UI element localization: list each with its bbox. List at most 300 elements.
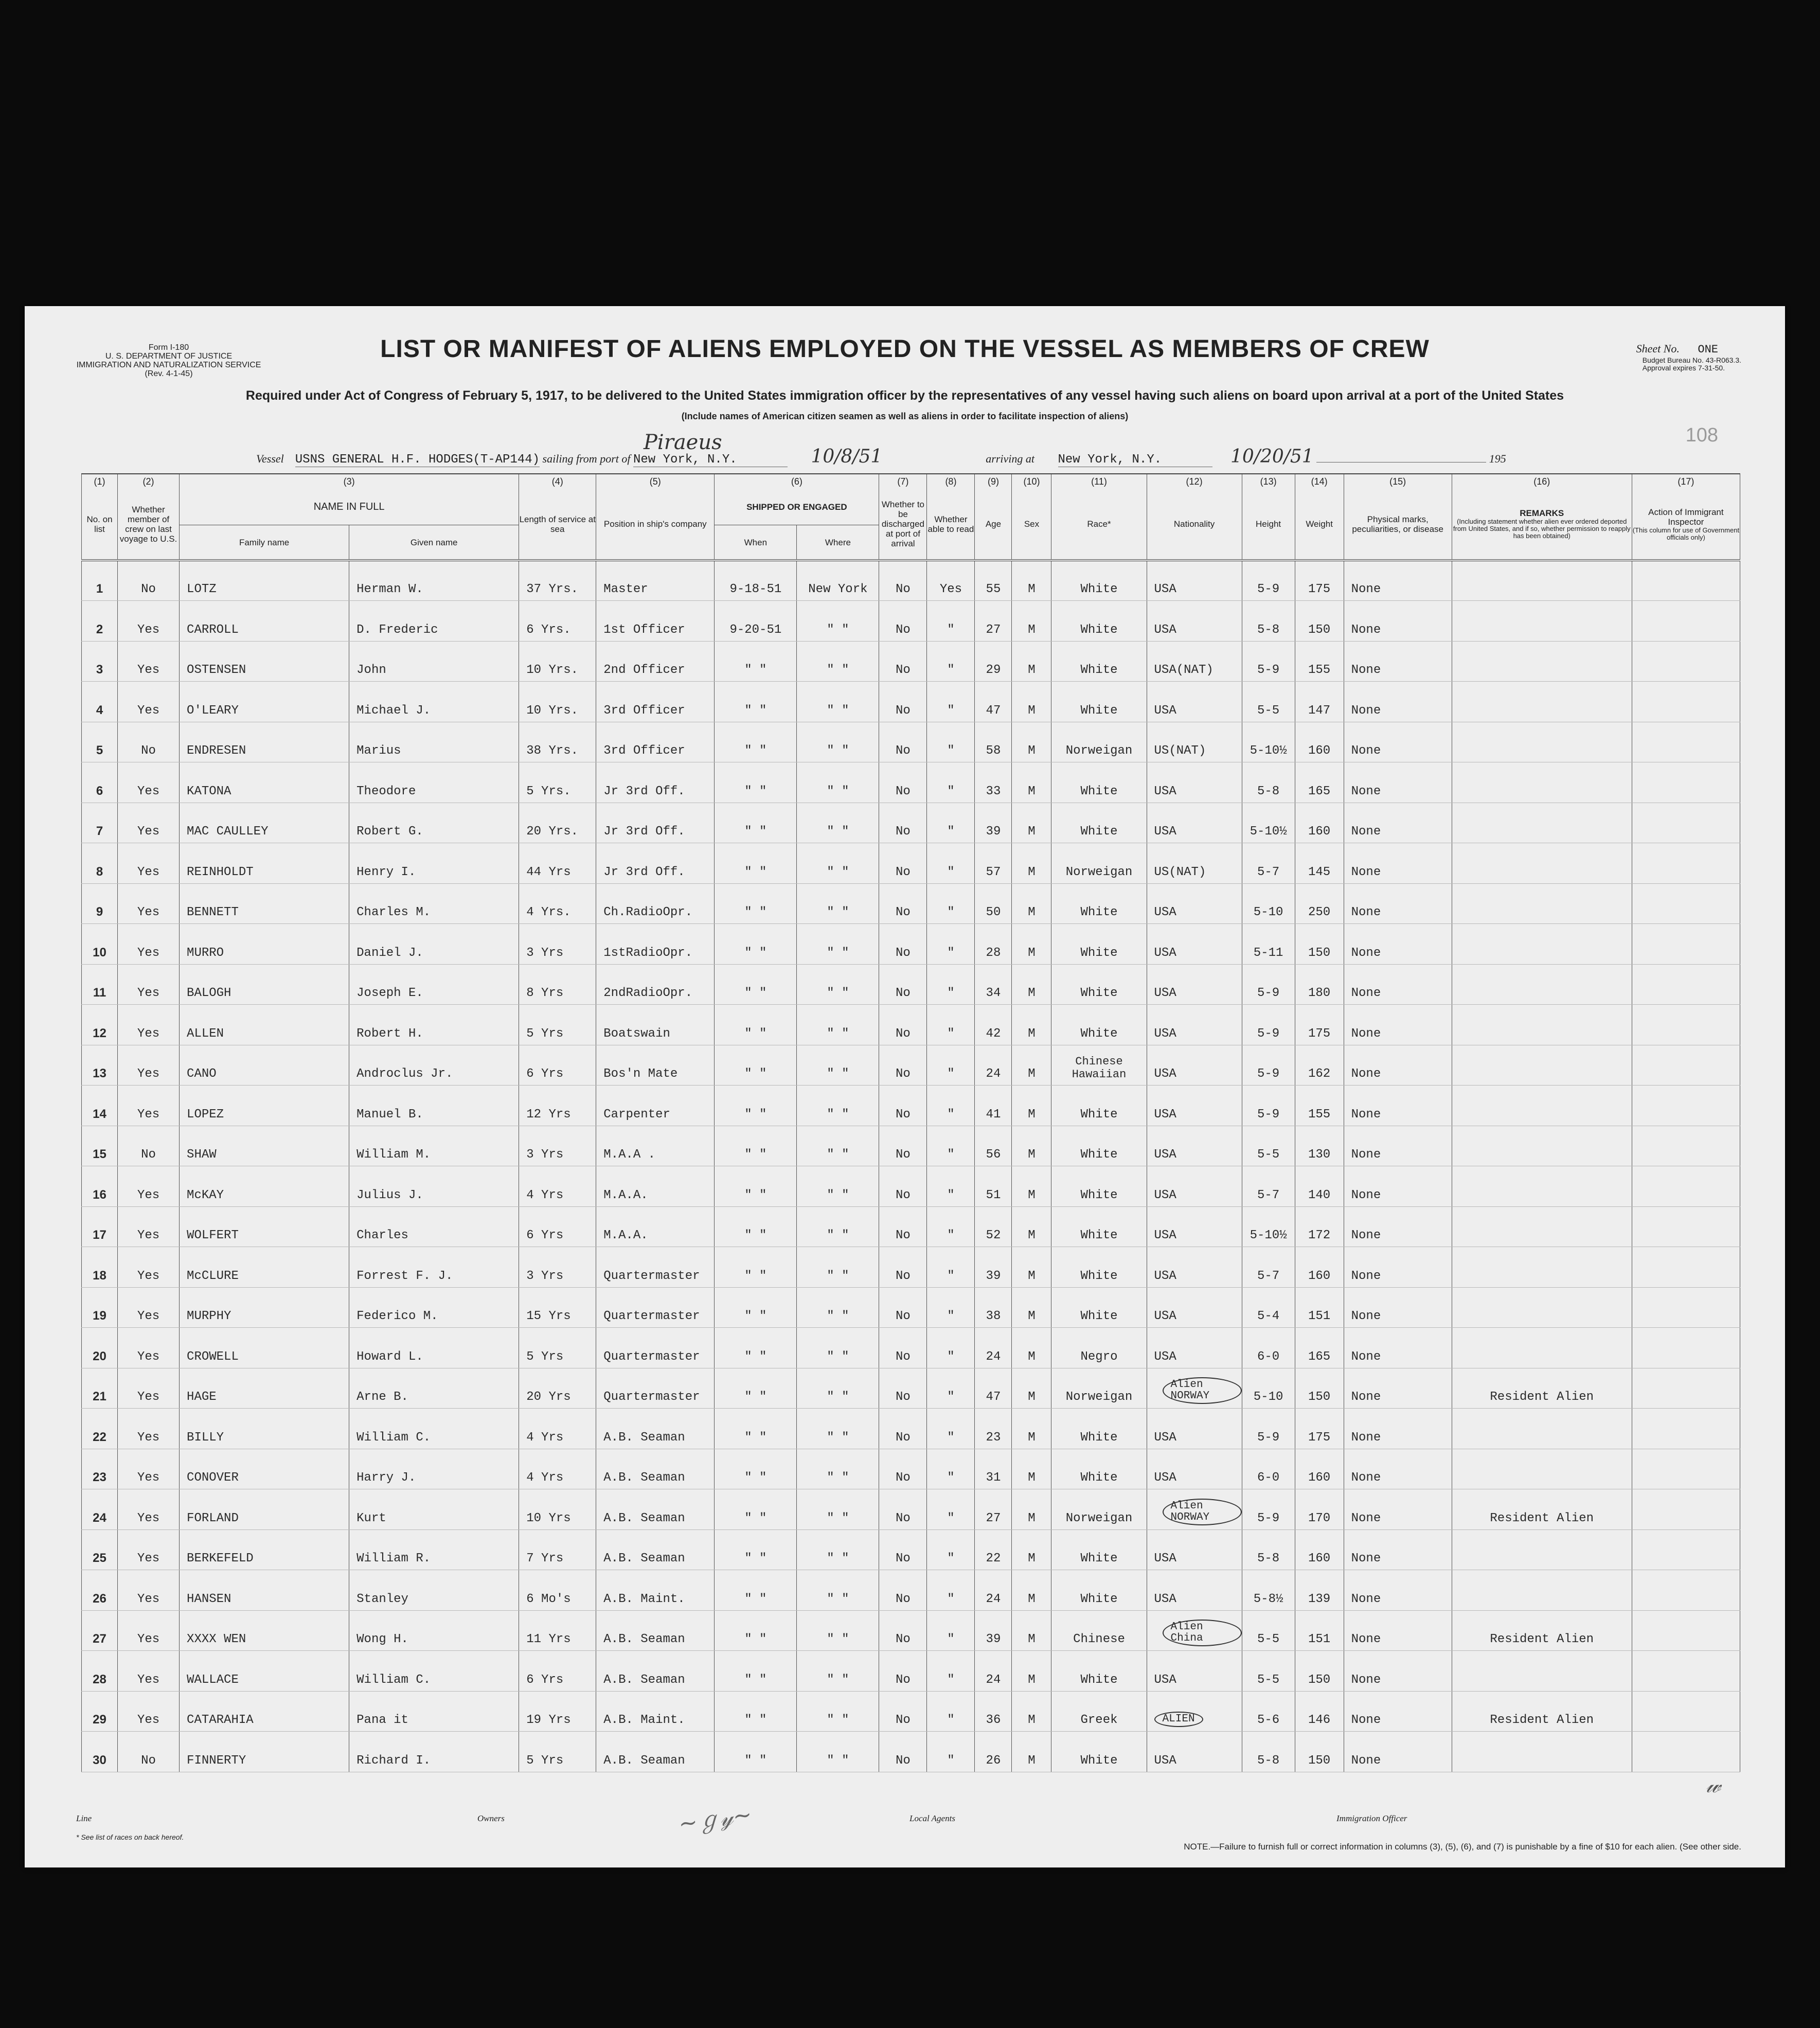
shipped-where: " "	[797, 1287, 879, 1328]
family-name: MURRO	[180, 924, 349, 965]
age: 36	[975, 1691, 1012, 1732]
row-number: 24	[82, 1489, 118, 1530]
inspector-action	[1632, 803, 1740, 843]
length-service: 20 Yrs	[519, 1368, 596, 1409]
remarks	[1452, 1449, 1632, 1489]
sex: M	[1012, 803, 1051, 843]
height: 5-8	[1242, 762, 1295, 803]
able-to-read: "	[927, 1206, 975, 1247]
inspector-action	[1632, 843, 1740, 884]
height: 5-8	[1242, 601, 1295, 642]
footer-line-label: Line	[76, 1813, 92, 1823]
col-num: (4)	[519, 474, 596, 489]
physical-marks: None	[1344, 641, 1452, 682]
row-number: 8	[82, 843, 118, 884]
inspector-action	[1632, 1732, 1740, 1772]
nationality: USA	[1147, 1206, 1242, 1247]
age: 39	[975, 1247, 1012, 1288]
header-length-service: Length of service at sea	[519, 489, 596, 560]
crew-rows	[82, 560, 1740, 1772]
race: White	[1051, 1732, 1147, 1772]
weight: 140	[1295, 1166, 1344, 1207]
age: 50	[975, 883, 1012, 924]
sheet-number-value: ONE	[1698, 343, 1718, 356]
length-service: 38 Yrs.	[519, 722, 596, 762]
shipped-where: " "	[797, 682, 879, 722]
inspector-action	[1632, 1126, 1740, 1166]
height: 5-8	[1242, 1732, 1295, 1772]
arriving-at: New York, N.Y.	[1058, 453, 1212, 467]
table-row	[82, 1005, 1740, 1045]
row-number: 18	[82, 1247, 118, 1288]
shipped-where: " "	[797, 843, 879, 884]
length-service: 8 Yrs	[519, 964, 596, 1005]
inspector-action	[1632, 1328, 1740, 1368]
last-voyage: Yes	[118, 1610, 180, 1651]
position: M.A.A .	[596, 1126, 715, 1166]
form-subnote: (Include names of American citizen seamen as well as aliens in order to facilitate inspection of aliens)	[681, 411, 1129, 421]
remarks	[1452, 682, 1632, 722]
weight: 147	[1295, 682, 1344, 722]
length-service: 4 Yrs.	[519, 883, 596, 924]
footer-owners-label: Owners	[477, 1813, 505, 1823]
table-row	[82, 883, 1740, 924]
age: 24	[975, 1651, 1012, 1692]
race: White	[1051, 1529, 1147, 1570]
family-name: HAGE	[180, 1368, 349, 1409]
race-footnote: * See list of races on back hereof.	[76, 1833, 184, 1841]
length-service: 4 Yrs	[519, 1449, 596, 1489]
weight: 139	[1295, 1570, 1344, 1611]
able-to-read: "	[927, 803, 975, 843]
shipped-where: " "	[797, 1529, 879, 1570]
able-to-read: "	[927, 1368, 975, 1409]
nationality: USA	[1147, 560, 1242, 601]
discharged: No	[879, 1126, 927, 1166]
given-name: Michael J.	[349, 682, 519, 722]
inspector-action	[1632, 1691, 1740, 1732]
nationality: US(NAT)	[1147, 722, 1242, 762]
race: Negro	[1051, 1328, 1147, 1368]
remarks	[1452, 762, 1632, 803]
row-number: 6	[82, 762, 118, 803]
shipped-when: " "	[715, 1086, 797, 1126]
col-num: (15)	[1344, 474, 1452, 489]
remarks	[1452, 883, 1632, 924]
length-service: 15 Yrs	[519, 1287, 596, 1328]
age: 47	[975, 682, 1012, 722]
discharged: No	[879, 1732, 927, 1772]
last-voyage: Yes	[118, 1529, 180, 1570]
shipped-when: " "	[715, 722, 797, 762]
length-service: 3 Yrs	[519, 924, 596, 965]
header-when: When	[715, 525, 797, 561]
age: 22	[975, 1529, 1012, 1570]
physical-marks: None	[1344, 803, 1452, 843]
nationality: USA(NAT)	[1147, 641, 1242, 682]
row-number: 28	[82, 1651, 118, 1692]
able-to-read: "	[927, 1570, 975, 1611]
row-number: 13	[82, 1045, 118, 1086]
position: A.B. Maint.	[596, 1570, 715, 1611]
last-voyage: Yes	[118, 1489, 180, 1530]
table-row	[82, 641, 1740, 682]
given-name: Harry J.	[349, 1449, 519, 1489]
col-num: (8)	[927, 474, 975, 489]
sex: M	[1012, 560, 1051, 601]
row-number: 4	[82, 682, 118, 722]
nationality: USA	[1147, 1651, 1242, 1692]
nationality	[1147, 1691, 1242, 1732]
inspector-action	[1632, 682, 1740, 722]
shipped-when: " "	[715, 803, 797, 843]
position: Quartermaster	[596, 1328, 715, 1368]
sex: M	[1012, 843, 1051, 884]
height: 5-8½	[1242, 1570, 1295, 1611]
table-row	[82, 1570, 1740, 1611]
able-to-read: "	[927, 762, 975, 803]
shipped-where: " "	[797, 1166, 879, 1207]
last-voyage: Yes	[118, 1409, 180, 1449]
header-given-name: Given name	[349, 525, 519, 561]
shipped-where: " "	[797, 1206, 879, 1247]
footer-agents-label: Local Agents	[909, 1813, 955, 1823]
family-name: SHAW	[180, 1126, 349, 1166]
weight: 155	[1295, 1086, 1344, 1126]
remarks	[1452, 1409, 1632, 1449]
row-number: 11	[82, 964, 118, 1005]
footer-signature-line	[76, 1813, 1619, 1826]
inspector-action	[1632, 924, 1740, 965]
given-name: Joseph E.	[349, 964, 519, 1005]
age: 42	[975, 1005, 1012, 1045]
sex: M	[1012, 1287, 1051, 1328]
inspector-action	[1632, 1166, 1740, 1207]
family-name: McKAY	[180, 1166, 349, 1207]
able-to-read: "	[927, 964, 975, 1005]
col-num: (13)	[1242, 474, 1295, 489]
weight: 160	[1295, 1247, 1344, 1288]
age: 52	[975, 1206, 1012, 1247]
nationality: USA	[1147, 682, 1242, 722]
discharged: No	[879, 641, 927, 682]
last-voyage: Yes	[118, 964, 180, 1005]
family-name: CANO	[180, 1045, 349, 1086]
remarks	[1452, 1570, 1632, 1611]
sex: M	[1012, 1166, 1051, 1207]
height: 5-5	[1242, 1610, 1295, 1651]
sex: M	[1012, 1126, 1051, 1166]
sex: M	[1012, 883, 1051, 924]
race: Greek	[1051, 1691, 1147, 1732]
length-service: 7 Yrs	[519, 1529, 596, 1570]
given-name: Daniel J.	[349, 924, 519, 965]
height: 5-6	[1242, 1691, 1295, 1732]
weight: 175	[1295, 560, 1344, 601]
header-last-voyage: Whether member of crew on last voyage to U.S.	[118, 489, 180, 560]
approval-line: Approval expires 7-31-50.	[1642, 364, 1725, 372]
circled-alien-mark: ALIEN	[1154, 1712, 1203, 1727]
header-row	[82, 489, 1740, 525]
discharged: No	[879, 1247, 927, 1288]
length-service: 5 Yrs	[519, 1732, 596, 1772]
shipped-when: " "	[715, 924, 797, 965]
discharged: No	[879, 762, 927, 803]
weight: 145	[1295, 843, 1344, 884]
sex: M	[1012, 641, 1051, 682]
vessel-label: Vessel	[256, 452, 284, 465]
sex: M	[1012, 1005, 1051, 1045]
table-row	[82, 1732, 1740, 1772]
shipped-where: " "	[797, 1732, 879, 1772]
shipped-where: " "	[797, 1489, 879, 1530]
row-number: 10	[82, 924, 118, 965]
remarks	[1452, 843, 1632, 884]
position: A.B. Seaman	[596, 1651, 715, 1692]
shipped-when: " "	[715, 1247, 797, 1288]
row-number: 27	[82, 1610, 118, 1651]
position: Jr 3rd Off.	[596, 803, 715, 843]
position: Quartermaster	[596, 1247, 715, 1288]
able-to-read: "	[927, 1610, 975, 1651]
given-name: D. Frederic	[349, 601, 519, 642]
table-row	[82, 1086, 1740, 1126]
row-number: 7	[82, 803, 118, 843]
action-subtitle: (This column for use of Government officials only)	[1632, 526, 1740, 541]
sex: M	[1012, 924, 1051, 965]
year-suffix: 195	[1489, 452, 1506, 465]
weight: 170	[1295, 1489, 1344, 1530]
nationality: USA	[1147, 924, 1242, 965]
height: 5-9	[1242, 1409, 1295, 1449]
position: 1st Officer	[596, 601, 715, 642]
length-service: 6 Mo's	[519, 1570, 596, 1611]
remarks: Resident Alien	[1452, 1691, 1632, 1732]
header-no: No. on list	[82, 489, 118, 560]
vessel-line	[256, 431, 1506, 467]
shipped-where: " "	[797, 1126, 879, 1166]
able-to-read: "	[927, 1287, 975, 1328]
remarks	[1452, 601, 1632, 642]
inspector-action	[1632, 883, 1740, 924]
stamp-number: 108	[1685, 424, 1718, 446]
physical-marks: None	[1344, 1166, 1452, 1207]
height: 5-10	[1242, 883, 1295, 924]
inspector-action	[1632, 1086, 1740, 1126]
row-number: 14	[82, 1086, 118, 1126]
height: 6-0	[1242, 1328, 1295, 1368]
physical-marks: None	[1344, 1570, 1452, 1611]
height: 5-4	[1242, 1287, 1295, 1328]
nationality	[1147, 1610, 1242, 1651]
shipped-where: " "	[797, 1086, 879, 1126]
sex: M	[1012, 1328, 1051, 1368]
remarks	[1452, 1732, 1632, 1772]
weight: 160	[1295, 722, 1344, 762]
position: Master	[596, 560, 715, 601]
last-voyage: Yes	[118, 1449, 180, 1489]
family-name: CONOVER	[180, 1449, 349, 1489]
given-name: Forrest F. J.	[349, 1247, 519, 1288]
physical-marks: None	[1344, 1086, 1452, 1126]
length-service: 4 Yrs	[519, 1409, 596, 1449]
family-name: WOLFERT	[180, 1206, 349, 1247]
physical-marks: None	[1344, 1610, 1452, 1651]
last-voyage: Yes	[118, 1691, 180, 1732]
physical-marks: None	[1344, 1328, 1452, 1368]
able-to-read: Yes	[927, 560, 975, 601]
table-row	[82, 762, 1740, 803]
nationality: USA	[1147, 1247, 1242, 1288]
table-row	[82, 1691, 1740, 1732]
physical-marks: None	[1344, 924, 1452, 965]
nationality: USA	[1147, 1570, 1242, 1611]
family-name: FINNERTY	[180, 1732, 349, 1772]
race: Norweigan	[1051, 1368, 1147, 1409]
inspector-action	[1632, 1529, 1740, 1570]
last-voyage: No	[118, 1126, 180, 1166]
given-name: William C.	[349, 1409, 519, 1449]
last-voyage: Yes	[118, 924, 180, 965]
sex: M	[1012, 1206, 1051, 1247]
last-voyage: Yes	[118, 1287, 180, 1328]
table-row	[82, 1206, 1740, 1247]
table-row	[82, 722, 1740, 762]
action-title: Action of Immigrant Inspector	[1648, 507, 1724, 527]
row-number: 30	[82, 1732, 118, 1772]
family-name: BALOGH	[180, 964, 349, 1005]
length-service: 6 Yrs.	[519, 601, 596, 642]
sex: M	[1012, 682, 1051, 722]
able-to-read: "	[927, 924, 975, 965]
nationality: USA	[1147, 1126, 1242, 1166]
nationality: USA	[1147, 1287, 1242, 1328]
row-number: 5	[82, 722, 118, 762]
table-row	[82, 964, 1740, 1005]
weight: 150	[1295, 1732, 1344, 1772]
penalty-note: NOTE.—Failure to furnish full or correct information in columns (3), (5), (6), and (7) is punishable by a fine of $10 for each alien. (See other side.	[1184, 1842, 1741, 1852]
shipped-when: " "	[715, 1166, 797, 1207]
remarks-title: REMARKS	[1520, 508, 1564, 518]
shipped-when: 9-18-51	[715, 560, 797, 601]
last-voyage: Yes	[118, 1005, 180, 1045]
discharged: No	[879, 1166, 927, 1207]
weight: 146	[1295, 1691, 1344, 1732]
vessel-name: USNS GENERAL H.F. HODGES(T-AP144)	[295, 453, 540, 467]
shipped-where: " "	[797, 762, 879, 803]
race: White	[1051, 924, 1147, 965]
weight: 165	[1295, 1328, 1344, 1368]
weight: 160	[1295, 1529, 1344, 1570]
last-voyage: Yes	[118, 601, 180, 642]
position: Jr 3rd Off.	[596, 762, 715, 803]
remarks	[1452, 1287, 1632, 1328]
inspector-action	[1632, 1287, 1740, 1328]
header-action	[1632, 489, 1740, 560]
age: 58	[975, 722, 1012, 762]
age: 55	[975, 560, 1012, 601]
inspector-action	[1632, 601, 1740, 642]
last-voyage: Yes	[118, 1328, 180, 1368]
family-name: LOTZ	[180, 560, 349, 601]
sailing-label: sailing from port of	[542, 452, 631, 465]
sex: M	[1012, 1529, 1051, 1570]
handwritten-arrival-date: 10/20/51	[1230, 446, 1314, 467]
shipped-where: " "	[797, 601, 879, 642]
department-name: U. S. DEPARTMENT OF JUSTICE	[105, 352, 233, 361]
arriving-label: arriving at	[986, 452, 1034, 465]
shipped-when: " "	[715, 1529, 797, 1570]
length-service: 5 Yrs	[519, 1328, 596, 1368]
shipped-when: " "	[715, 1206, 797, 1247]
family-name: KATONA	[180, 762, 349, 803]
handwritten-initial: 𝓌	[1706, 1772, 1721, 1798]
remarks	[1452, 722, 1632, 762]
shipped-when: " "	[715, 1368, 797, 1409]
shipped-when: " "	[715, 1126, 797, 1166]
sheet-number-label: Sheet No.	[1636, 342, 1680, 355]
remarks	[1452, 1045, 1632, 1086]
age: 57	[975, 843, 1012, 884]
shipped-where: " "	[797, 883, 879, 924]
discharged: No	[879, 1691, 927, 1732]
age: 38	[975, 1287, 1012, 1328]
sex: M	[1012, 1086, 1051, 1126]
height: 5-9	[1242, 1489, 1295, 1530]
nationality: USA	[1147, 1045, 1242, 1086]
given-name: Richard I.	[349, 1732, 519, 1772]
last-voyage: Yes	[118, 682, 180, 722]
nationality: US(NAT)	[1147, 843, 1242, 884]
row-number: 3	[82, 641, 118, 682]
able-to-read: "	[927, 1328, 975, 1368]
shipped-where: " "	[797, 1247, 879, 1288]
discharged: No	[879, 1651, 927, 1692]
height: 5-11	[1242, 924, 1295, 965]
physical-marks: None	[1344, 1005, 1452, 1045]
column-number-row	[82, 474, 1740, 489]
discharged: No	[879, 1005, 927, 1045]
shipped-where: " "	[797, 1328, 879, 1368]
last-voyage: Yes	[118, 762, 180, 803]
discharged: No	[879, 1489, 927, 1530]
shipped-when: " "	[715, 1732, 797, 1772]
given-name: Androclus Jr.	[349, 1045, 519, 1086]
shipped-where: " "	[797, 964, 879, 1005]
remarks	[1452, 1126, 1632, 1166]
table-row	[82, 1328, 1740, 1368]
row-number: 21	[82, 1368, 118, 1409]
position: 3rd Officer	[596, 682, 715, 722]
weight: 165	[1295, 762, 1344, 803]
remarks	[1452, 1166, 1632, 1207]
shipped-where: New York	[797, 560, 879, 601]
race: Norweigan	[1051, 722, 1147, 762]
family-name: ALLEN	[180, 1005, 349, 1045]
race: White	[1051, 1086, 1147, 1126]
discharged: No	[879, 560, 927, 601]
remarks	[1452, 560, 1632, 601]
race: White	[1051, 641, 1147, 682]
handwritten-departure-date: 10/8/51	[811, 446, 883, 467]
shipped-when: " "	[715, 641, 797, 682]
length-service: 6 Yrs	[519, 1651, 596, 1692]
height: 5-5	[1242, 682, 1295, 722]
physical-marks: None	[1344, 1691, 1452, 1732]
race: White	[1051, 1409, 1147, 1449]
able-to-read: "	[927, 601, 975, 642]
nationality: USA	[1147, 1409, 1242, 1449]
